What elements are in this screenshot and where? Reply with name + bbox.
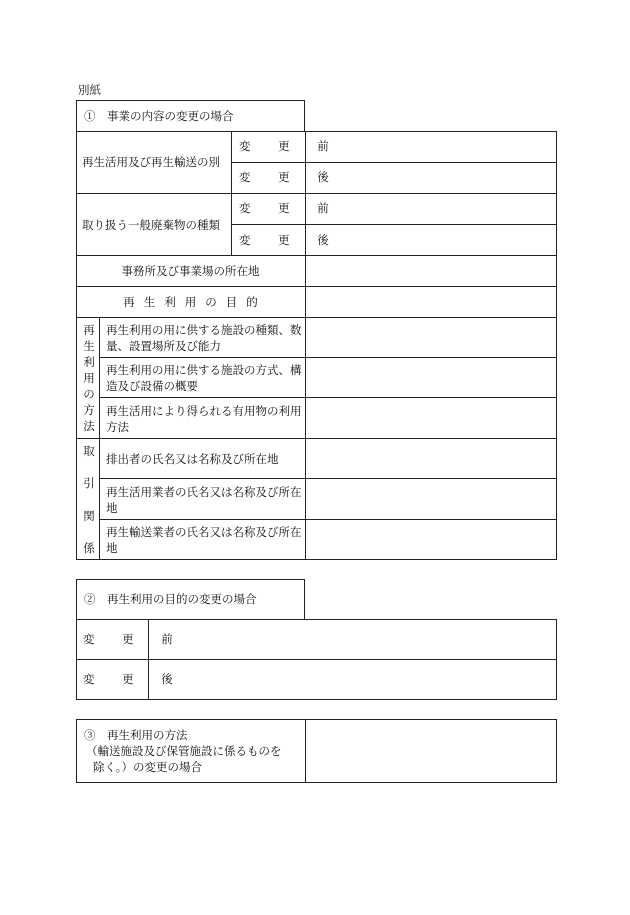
row-waste-after-label: 変 更 後 xyxy=(239,233,341,247)
relation-item-3-value[interactable] xyxy=(306,520,556,559)
row-recycling-before-value[interactable] xyxy=(306,132,556,162)
section2-title: ② 再生利用の目的の変更の場合 xyxy=(84,592,257,606)
row-waste-after-value[interactable] xyxy=(306,225,556,255)
method-group-char-1: 再 xyxy=(83,323,95,337)
relation-item-1-value[interactable] xyxy=(306,439,556,478)
relation-item-2-value[interactable] xyxy=(306,479,556,519)
relation-group-char-4: 係 xyxy=(83,541,95,555)
section3-title-line2: （輸送施設及び保管施設に係るものを xyxy=(86,744,282,758)
section3-value[interactable] xyxy=(306,720,556,782)
method-group-char-3: 利 xyxy=(83,355,95,369)
method-group-char-2: 生 xyxy=(83,339,95,353)
method-item-2-value[interactable] xyxy=(306,358,556,397)
section2-after-label: 変 更 後 xyxy=(83,672,185,686)
relation-item-1-label: 排出者の氏名又は名称及び所在地 xyxy=(106,452,279,466)
section3-title-line1: ③ 再生利用の方法 xyxy=(84,728,188,742)
page-label: 別紙 xyxy=(78,83,101,97)
method-group-char-6: 方 xyxy=(83,403,95,417)
method-item-1-value[interactable] xyxy=(306,318,556,357)
row-location-label: 事務所及び事業場の所在地 xyxy=(121,264,260,278)
row-waste-before-value[interactable] xyxy=(306,194,556,224)
section2-before-label: 変 更 前 xyxy=(83,632,185,646)
relation-item-3-label: 再生輸送業者の氏名又は名称及び所在地 xyxy=(106,525,302,555)
row-waste-type-label: 取り扱う一般廃棄物の種類 xyxy=(82,218,220,232)
method-item-3-value[interactable] xyxy=(306,398,556,438)
method-item-2-label: 再生利用の用に供する施設の方式、構造及び設備の概要 xyxy=(106,363,302,393)
method-group-char-4: 用 xyxy=(83,371,95,385)
method-group-char-7: 法 xyxy=(83,419,95,433)
row-recycling-type-label: 再生活用及び再生輸送の別 xyxy=(82,155,220,169)
row-recycling-before-label: 変 更 前 xyxy=(239,139,341,153)
row-location-value[interactable] xyxy=(306,256,556,286)
row-waste-before-label: 変 更 前 xyxy=(239,201,341,215)
row-purpose-value[interactable] xyxy=(306,287,556,317)
section2-after-value[interactable] xyxy=(149,660,556,699)
section1-title: ① 事業の内容の変更の場合 xyxy=(84,109,234,123)
row-recycling-after-label: 変 更 後 xyxy=(239,170,341,184)
method-group-char-5: の xyxy=(83,387,95,401)
method-item-3-label: 再生活用により得られる有用物の利用方法 xyxy=(106,404,302,434)
row-purpose-label: 再生利用の目的 xyxy=(123,295,267,309)
row-recycling-after-value[interactable] xyxy=(306,163,556,192)
relation-group-char-2: 引 xyxy=(83,476,95,490)
section2-before-value[interactable] xyxy=(149,620,556,659)
relation-group-char-1: 取 xyxy=(83,444,95,458)
relation-item-2-label: 再生活用業者の氏名又は名称及び所在地 xyxy=(106,485,302,515)
method-item-1-label: 再生利用の用に供する施設の種類、数量、設置場所及び能力 xyxy=(106,323,302,353)
section3-title-line3: 除く。）の変更の場合 xyxy=(93,760,203,774)
relation-group-char-3: 関 xyxy=(83,509,95,523)
